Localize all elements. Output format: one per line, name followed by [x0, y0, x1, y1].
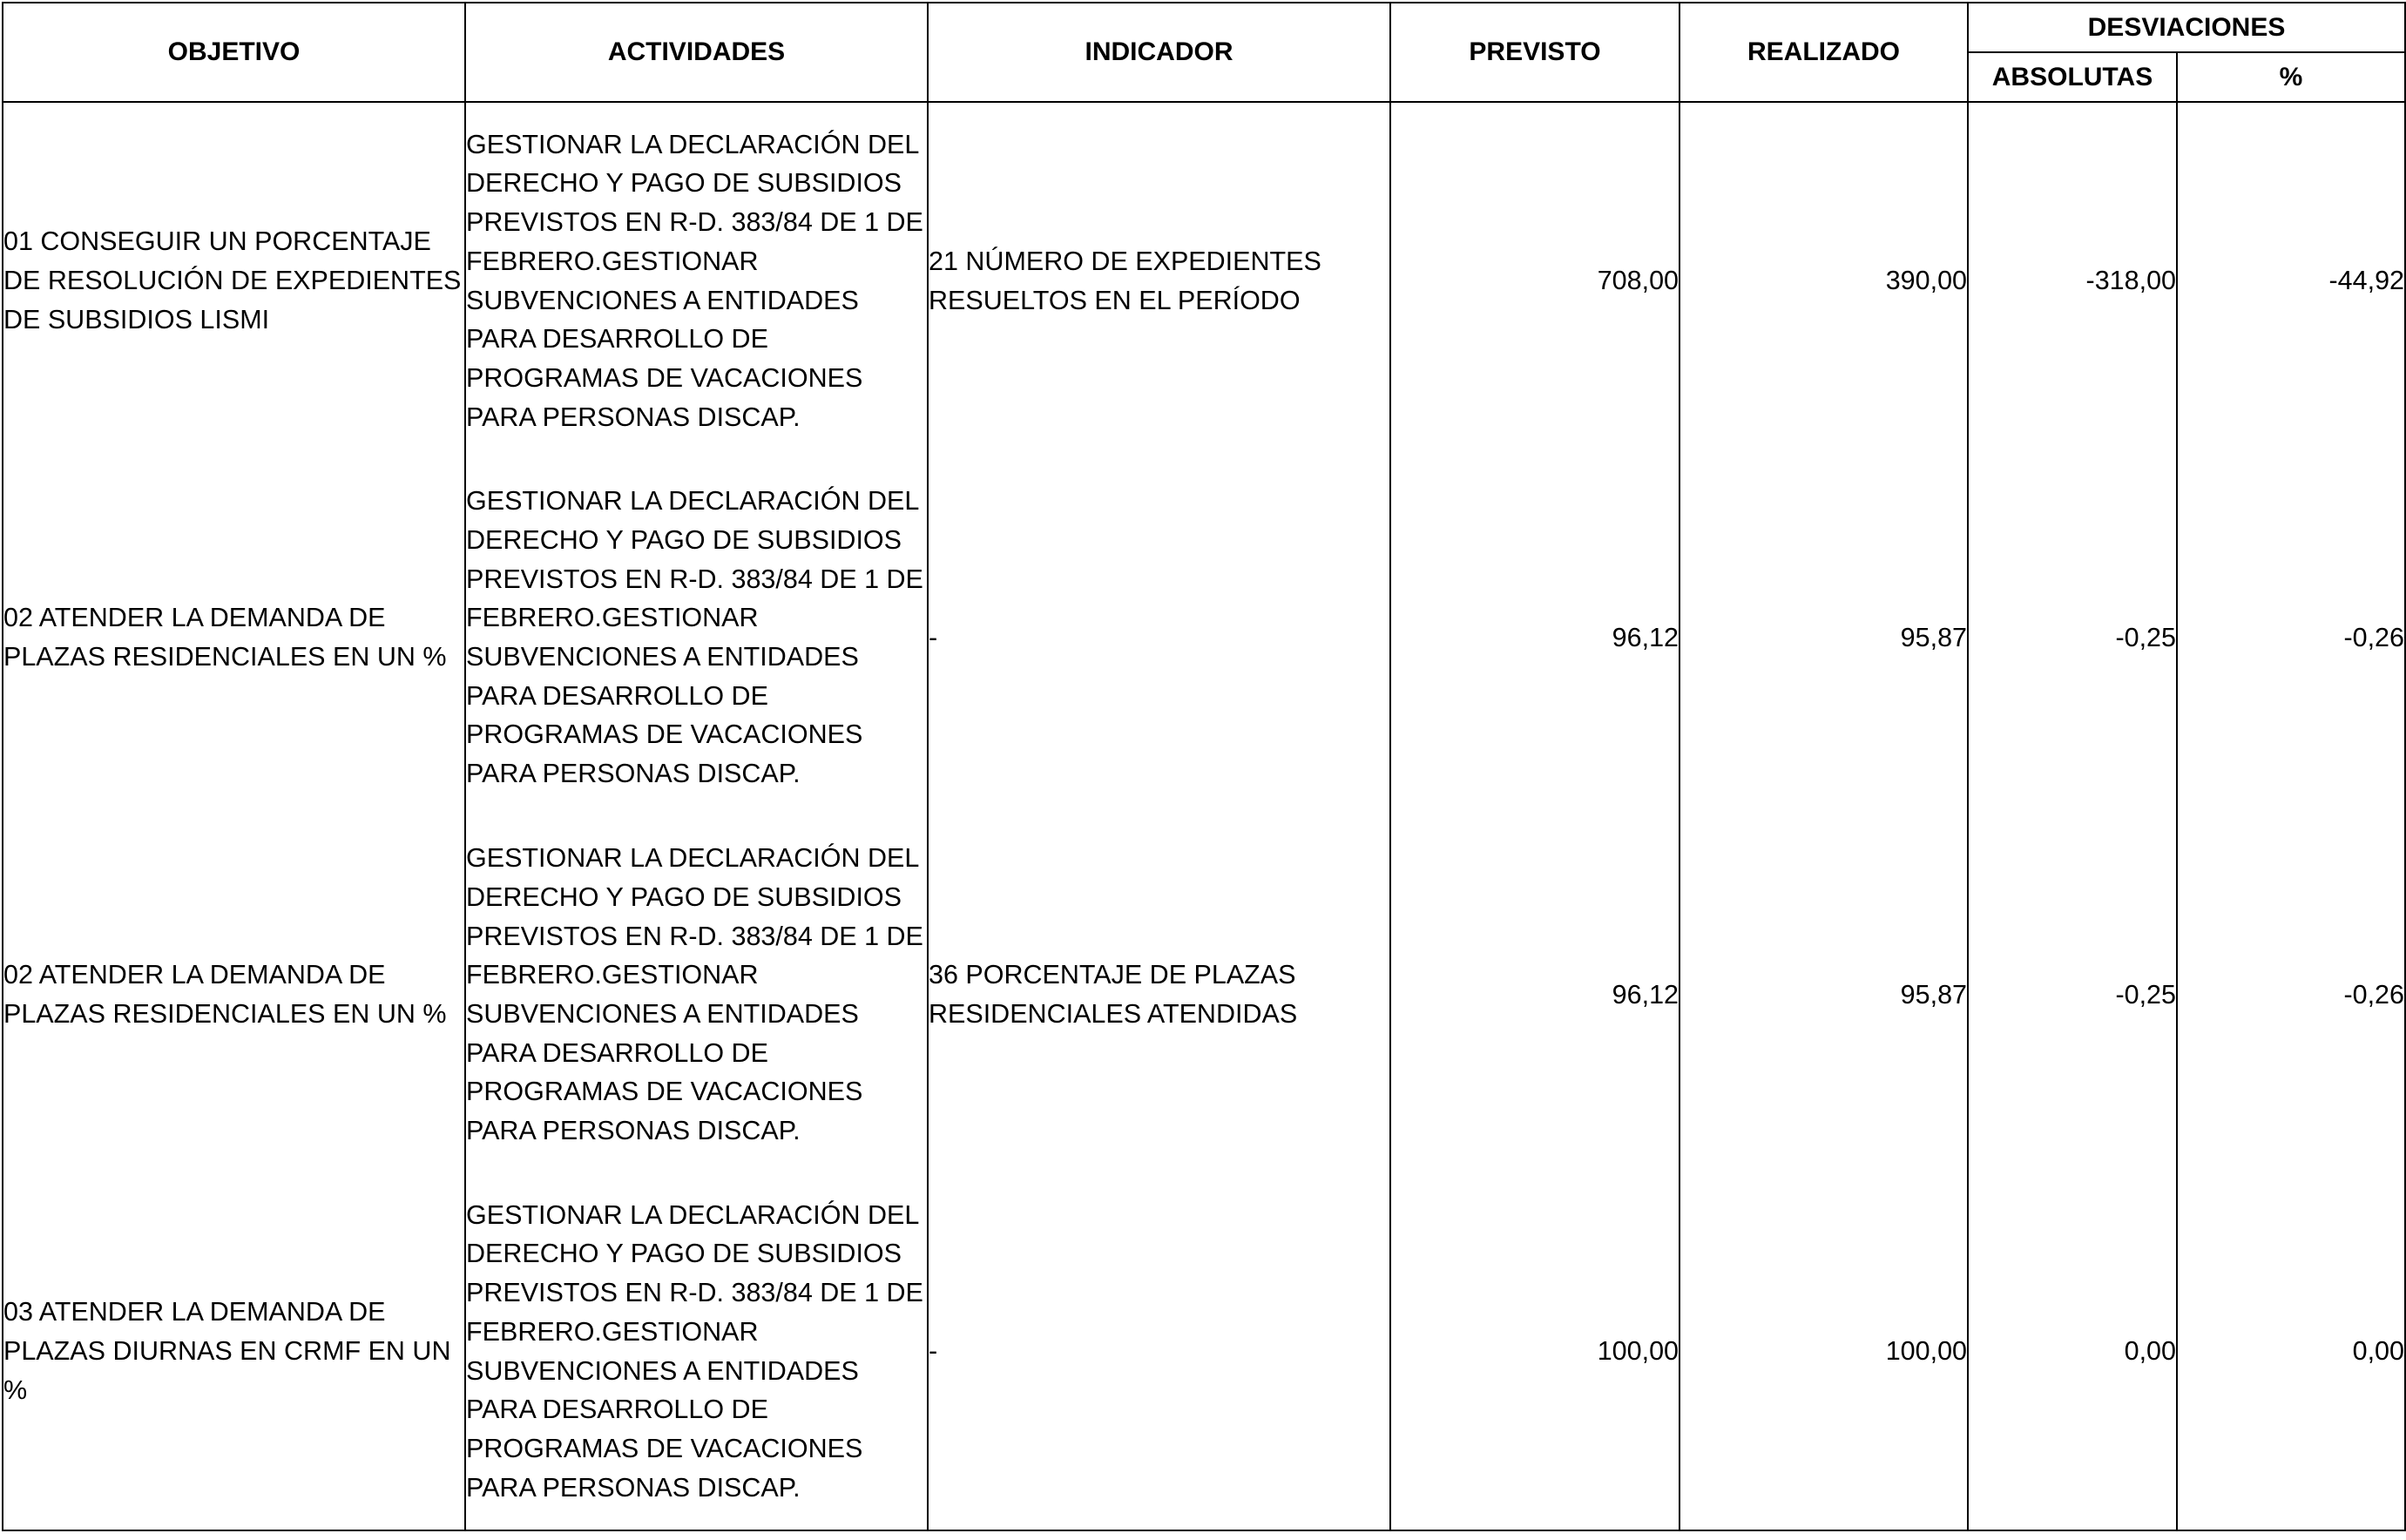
- cell-actividades: GESTIONAR LA DECLARACIÓN DEL DERECHO Y PAGO DE SUBSIDIOS PREVISTOS EN R-D. 383/84 DE 1 DE FEBRERO.GESTIONAR SUBVENCIONES A ENTIDADES PARA DESARROLLO DE PROGRAMAS DE VACACIONES PARA PERSONAS DISCAP.: [465, 102, 928, 459]
- cell-realizado: 95,87: [1679, 459, 1968, 816]
- cell-realizado: 95,87: [1679, 816, 1968, 1173]
- cell-porcentaje: -0,26: [2177, 459, 2405, 816]
- header-indicador: INDICADOR: [928, 3, 1390, 102]
- cell-indicador: -: [928, 459, 1390, 816]
- cell-objetivo: 02 ATENDER LA DEMANDA DE PLAZAS RESIDENCIALES EN UN %: [3, 459, 465, 816]
- cell-realizado: 100,00: [1679, 1173, 1968, 1530]
- table-header: [3, 3, 2405, 102]
- header-previsto: PREVISTO: [1390, 3, 1679, 102]
- cell-previsto: 708,00: [1390, 102, 1679, 459]
- header-actividades: ACTIVIDADES: [465, 3, 928, 102]
- cell-actividades: GESTIONAR LA DECLARACIÓN DEL DERECHO Y PAGO DE SUBSIDIOS PREVISTOS EN R-D. 383/84 DE 1 DE FEBRERO.GESTIONAR SUBVENCIONES A ENTIDADES PARA DESARROLLO DE PROGRAMAS DE VACACIONES PARA PERSONAS DISCAP.: [465, 1173, 928, 1530]
- header-absolutas: ABSOLUTAS: [1968, 52, 2177, 102]
- cell-previsto: 96,12: [1390, 459, 1679, 816]
- cell-absolutas: 0,00: [1968, 1173, 2177, 1530]
- cell-objetivo: 02 ATENDER LA DEMANDA DE PLAZAS RESIDENCIALES EN UN %: [3, 816, 465, 1173]
- table-row: [3, 816, 2405, 1173]
- cell-indicador: 21 NÚMERO DE EXPEDIENTES RESUELTOS EN EL PERÍODO: [928, 102, 1390, 459]
- cell-objetivo: 01 CONSEGUIR UN PORCENTAJE DE RESOLUCIÓN DE EXPEDIENTES DE SUBSIDIOS LISMI: [3, 102, 465, 459]
- table-row: [3, 102, 2405, 459]
- header-row-top: [3, 3, 2405, 52]
- cell-actividades: GESTIONAR LA DECLARACIÓN DEL DERECHO Y PAGO DE SUBSIDIOS PREVISTOS EN R-D. 383/84 DE 1 DE FEBRERO.GESTIONAR SUBVENCIONES A ENTIDADES PARA DESARROLLO DE PROGRAMAS DE VACACIONES PARA PERSONAS DISCAP.: [465, 459, 928, 816]
- cell-porcentaje: 0,00: [2177, 1173, 2405, 1530]
- header-porcentaje: %: [2177, 52, 2405, 102]
- cell-realizado: 390,00: [1679, 102, 1968, 459]
- cell-indicador: -: [928, 1173, 1390, 1530]
- cell-previsto: 96,12: [1390, 816, 1679, 1173]
- cell-indicador: 36 PORCENTAJE DE PLAZAS RESIDENCIALES ATENDIDAS: [928, 816, 1390, 1173]
- objectives-table: [2, 2, 2406, 1531]
- cell-absolutas: -0,25: [1968, 459, 2177, 816]
- header-objetivo: OBJETIVO: [3, 3, 465, 102]
- table-body: [3, 102, 2405, 1530]
- cell-porcentaje: -0,26: [2177, 816, 2405, 1173]
- cell-previsto: 100,00: [1390, 1173, 1679, 1530]
- cell-objetivo: 03 ATENDER LA DEMANDA DE PLAZAS DIURNAS EN CRMF EN UN %: [3, 1173, 465, 1530]
- cell-actividades: GESTIONAR LA DECLARACIÓN DEL DERECHO Y PAGO DE SUBSIDIOS PREVISTOS EN R-D. 383/84 DE 1 DE FEBRERO.GESTIONAR SUBVENCIONES A ENTIDADES PARA DESARROLLO DE PROGRAMAS DE VACACIONES PARA PERSONAS DISCAP.: [465, 816, 928, 1173]
- table-row: [3, 1173, 2405, 1530]
- header-desviaciones: DESVIACIONES: [1968, 3, 2405, 52]
- cell-absolutas: -0,25: [1968, 816, 2177, 1173]
- cell-porcentaje: -44,92: [2177, 102, 2405, 459]
- cell-absolutas: -318,00: [1968, 102, 2177, 459]
- table-row: [3, 459, 2405, 816]
- header-realizado: REALIZADO: [1679, 3, 1968, 102]
